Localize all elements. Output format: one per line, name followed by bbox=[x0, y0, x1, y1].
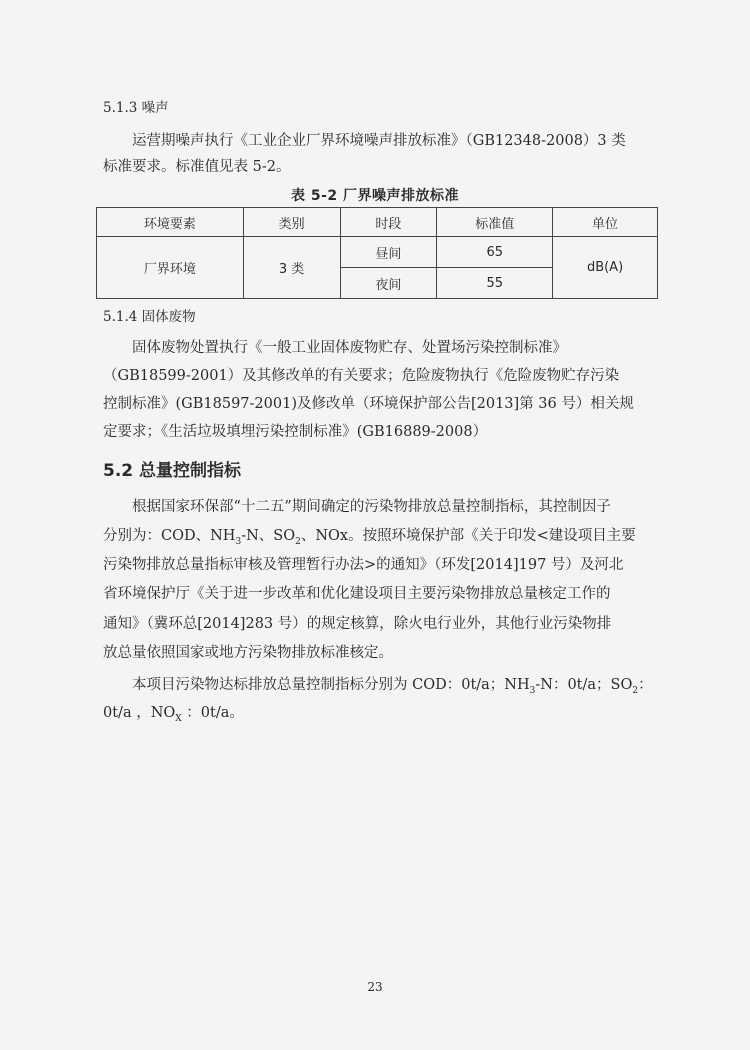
paragraph-line: 本项目污染物达标排放总量控制指标分别为 COD：0t/a；$NH_3-N$：0t/a；$SO_2$： bbox=[132, 677, 653, 696]
table-cell-category: 3 类 bbox=[243, 237, 340, 299]
paragraph-line: 运营期噪声执行《工业企业厂界环境噪声排放标准》（GB12348-2008）3 类 bbox=[132, 133, 626, 149]
paragraph-line: 分别为：COD、$NH_3-N$、$SO_2$、NOx。按照环境保护部《关于印发<建设项目主要 bbox=[103, 528, 636, 547]
table-header-cell: 类别 bbox=[243, 208, 340, 237]
paragraph-line: 通知》（冀环总[2014]283 号）的规定核算，除火电行业外，其他行业污染物排 bbox=[103, 616, 612, 632]
table-cell-unit: dB(A) bbox=[553, 237, 658, 299]
table-header-cell: 标准值 bbox=[437, 208, 553, 237]
section-heading-5-1-4: 5.1.4 固体废物 bbox=[103, 309, 196, 325]
paragraph-line: 污染物排放总量指标审核及管理暂行办法>的通知》（环发[2014]197 号）及河北 bbox=[103, 557, 624, 573]
table-header-cell: 环境要素 bbox=[97, 208, 244, 237]
paragraph-line: 省环境保护厅《关于进一步改革和优化建设项目主要污染物排放总量核定工作的 bbox=[103, 586, 611, 602]
section-heading-5-2: 5.2 总量控制指标 bbox=[103, 461, 242, 481]
table-cell-value: 55 bbox=[437, 268, 553, 299]
noise-standard-table bbox=[96, 207, 658, 299]
table-row bbox=[97, 237, 658, 268]
paragraph-line: 定要求；《生活垃圾填埋污染控制标准》(GB16889-2008） bbox=[103, 424, 488, 440]
table-header-row bbox=[97, 208, 658, 237]
paragraph-line: 根据国家环保部“十二五”期间确定的污染物排放总量控制指标，其控制因子 bbox=[132, 499, 611, 515]
paragraph-line: 固体废物处置执行《一般工业固体废物贮存、处置场污染控制标准》 bbox=[132, 340, 567, 356]
table-cell-element: 厂界环境 bbox=[97, 237, 244, 299]
paragraph-line: （GB18599-2001）及其修改单的有关要求；危险废物执行《危险废物贮存污染 bbox=[103, 368, 620, 384]
table-caption: 表 5-2 厂界噪声排放标准 bbox=[290, 188, 460, 204]
page-number: 23 bbox=[367, 980, 383, 994]
paragraph-line: 0t/a ，$NO_X$ ：0t/a。 bbox=[103, 705, 244, 724]
paragraph-line: 放总量依照国家或地方污染物排放标准核定。 bbox=[103, 645, 393, 661]
table-cell-period: 昼间 bbox=[340, 237, 437, 268]
paragraph-line: 控制标准》(GB18597-2001)及修改单（环境保护部公告[2013]第 36 号）相关规 bbox=[103, 396, 634, 412]
table-header-cell: 单位 bbox=[553, 208, 658, 237]
table-header-cell: 时段 bbox=[340, 208, 437, 237]
paragraph-line: 标准要求。标准值见表 5-2。 bbox=[103, 159, 291, 175]
table-cell-period: 夜间 bbox=[340, 268, 437, 299]
table-cell-value: 65 bbox=[437, 237, 553, 268]
section-heading-5-1-3: 5.1.3 噪声 bbox=[103, 100, 169, 116]
